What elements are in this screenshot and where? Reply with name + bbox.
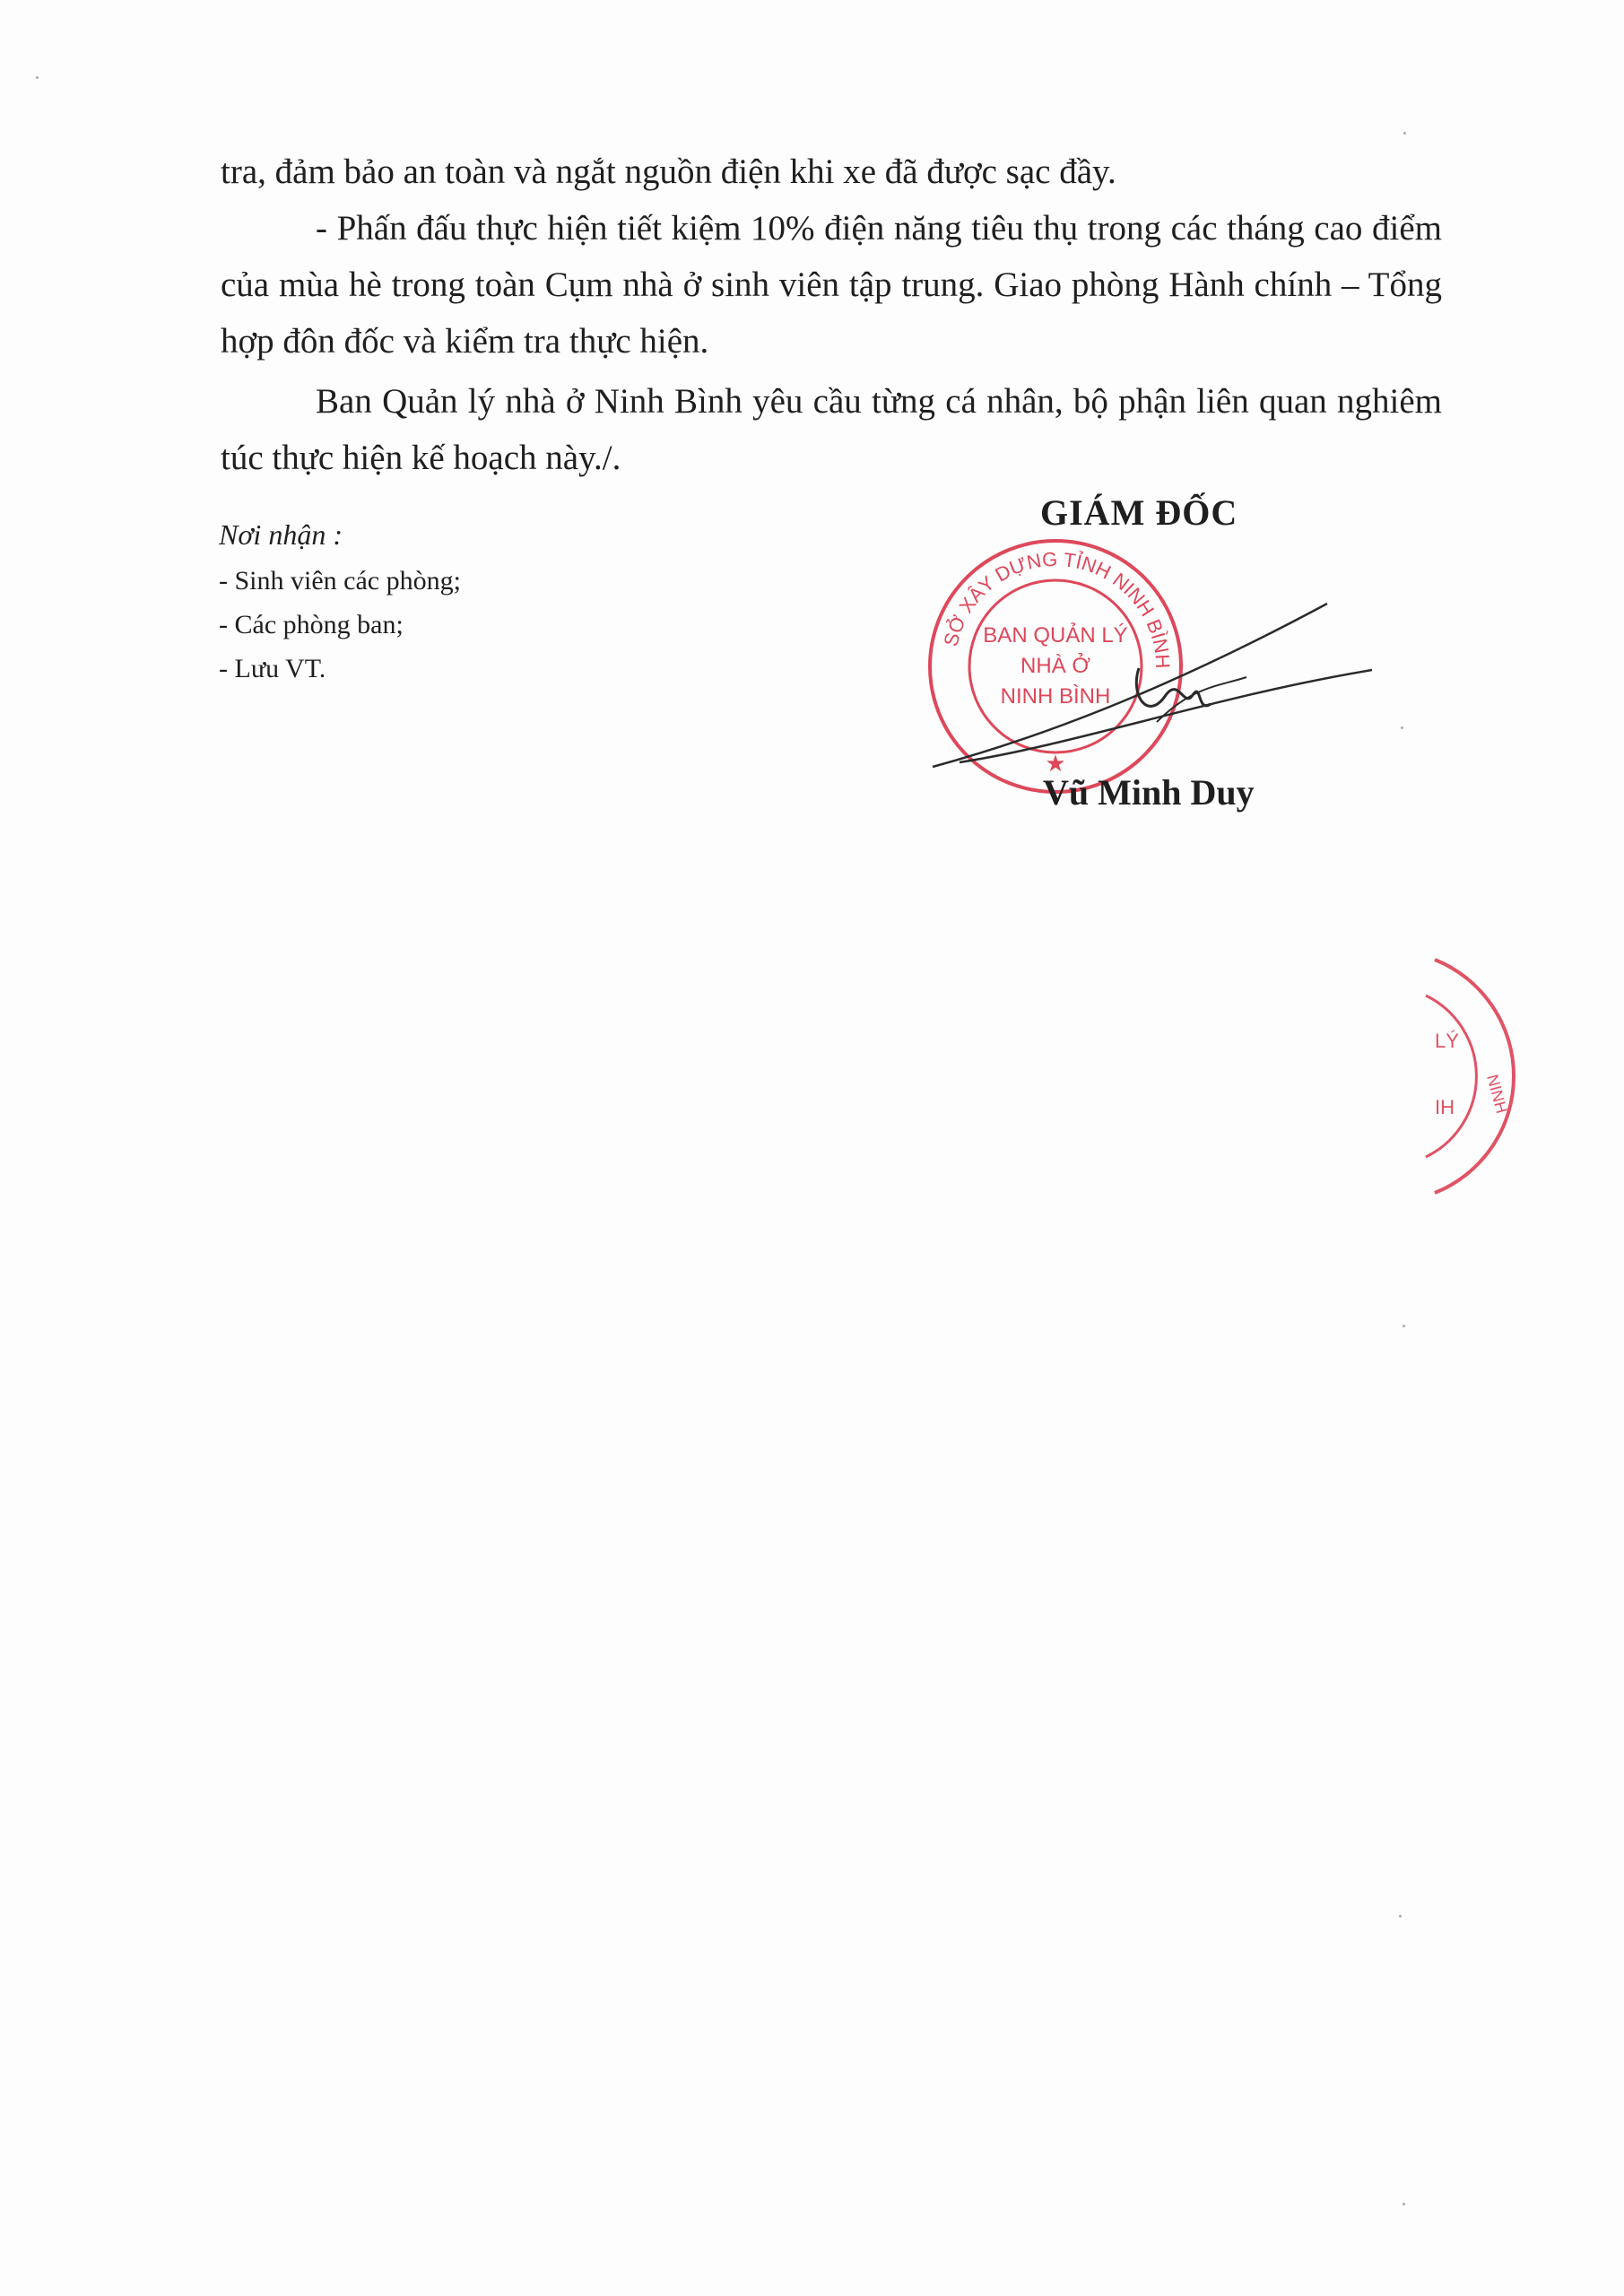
paragraph-energy-saving: - Phấn đấu thực hiện tiết kiệm 10% điện năng tiêu thụ trong các tháng cao điểm của mùa hè trong toàn Cụm nhà ở sinh viên tập trung. Giao phòng Hành chính – Tổng hợp đôn đốc và kiểm tra thực hiện.: [221, 209, 1442, 361]
scan-speck: [1399, 1915, 1402, 1918]
recipients-block: [219, 513, 461, 691]
recipient-item: - Các phòng ban;: [219, 610, 404, 639]
recipient-item: - Lưu VT.: [219, 654, 326, 683]
recipient-item: - Sinh viên các phòng;: [219, 566, 461, 596]
recipients-heading: Nơi nhận :: [219, 518, 343, 551]
svg-text:★: ★: [1045, 750, 1066, 777]
paragraph-closing: Ban Quản lý nhà ở Ninh Bình yêu cầu từng cá nhân, bộ phận liên quan nghiêm túc thực hiện kế hoạch này./.: [221, 382, 1442, 477]
scan-speck: [1403, 132, 1406, 135]
scan-speck: [1401, 726, 1403, 729]
handwritten-signature-icon: [924, 587, 1390, 785]
body-paragraph-1: [221, 144, 1442, 200]
svg-text:NHÀ Ở: NHÀ Ở: [1020, 654, 1090, 678]
paragraph-continuation: tra, đảm bảo an toàn và ngắt nguồn điện khi xe đã được sạc đầy.: [221, 152, 1116, 191]
svg-text:LÝ: LÝ: [1435, 1030, 1459, 1052]
signer-title: GIÁM ĐỐC: [1040, 492, 1238, 533]
scan-speck: [1403, 2203, 1405, 2205]
svg-text:IH: IH: [1435, 1096, 1455, 1118]
body-paragraph-3: [221, 373, 1442, 486]
svg-text:BAN QUẢN LÝ: BAN QUẢN LÝ: [983, 623, 1128, 648]
svg-text:NINH BÌNH: NINH BÌNH: [1000, 684, 1111, 709]
edge-stamp-icon: [1417, 942, 1533, 1211]
body-paragraph-2: [221, 200, 1442, 370]
svg-text:NINH: NINH: [1483, 1072, 1511, 1116]
scan-speck: [1403, 1325, 1405, 1327]
svg-text:SỞ XÂY DỰNG TỈNH NINH BÌNH: SỞ XÂY DỰNG TỈNH NINH BÌNH: [939, 547, 1175, 669]
scan-speck: [36, 76, 39, 79]
signer-name: Vũ Minh Duy: [1043, 772, 1255, 813]
